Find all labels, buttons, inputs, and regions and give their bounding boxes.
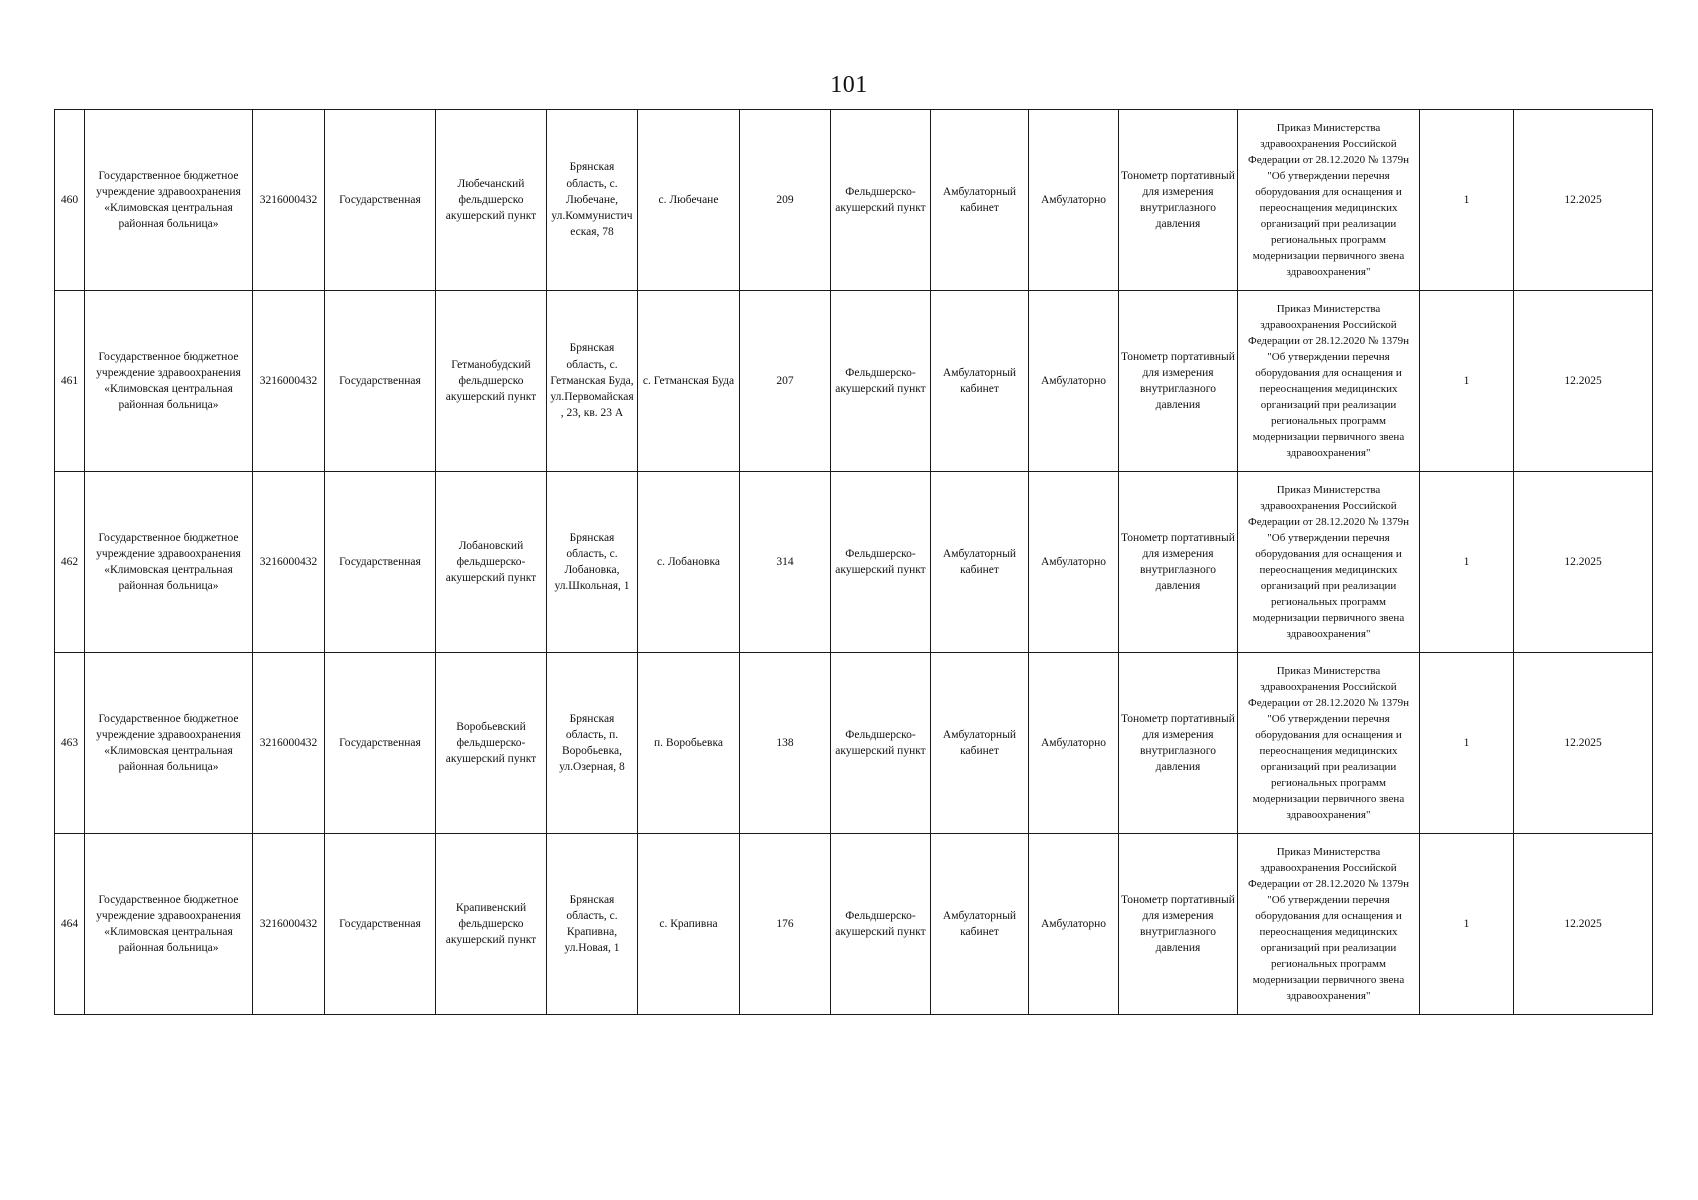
quantity-cell: 1 bbox=[1420, 653, 1514, 834]
equipment-cell: Тонометр портативный для измерения внутриглазного давления bbox=[1119, 472, 1238, 653]
order-cell: Приказ Министерства здравоохранения Российской Федерации от 28.12.2020 № 1379н "Об утверждении перечня оборудования для оснащения и переоснащения медицинских организаций при реализации региональных программ модернизации первичного звена здравоохранения" bbox=[1238, 653, 1420, 834]
population-cell: 138 bbox=[740, 653, 831, 834]
inn-cell: 3216000432 bbox=[253, 110, 325, 291]
cabinet-cell: Амбулаторный кабинет bbox=[931, 653, 1029, 834]
cabinet-cell: Амбулаторный кабинет bbox=[931, 110, 1029, 291]
quantity-cell: 1 bbox=[1420, 110, 1514, 291]
cabinet-cell: Амбулаторный кабинет bbox=[931, 834, 1029, 1015]
inn-cell: 3216000432 bbox=[253, 291, 325, 472]
unit-type-cell: Фельдшерско-акушерский пункт bbox=[831, 110, 931, 291]
order-cell: Приказ Министерства здравоохранения Российской Федерации от 28.12.2020 № 1379н "Об утверждении перечня оборудования для оснащения и переоснащения медицинских организаций при реализации региональных программ модернизации первичного звена здравоохранения" bbox=[1238, 834, 1420, 1015]
inn-cell: 3216000432 bbox=[253, 834, 325, 1015]
unit-name-cell: Крапивенский фельдшерско акушерский пункт bbox=[436, 834, 547, 1015]
ownership-cell: Государственная bbox=[325, 110, 436, 291]
quantity-cell: 1 bbox=[1420, 472, 1514, 653]
table-row bbox=[55, 653, 1653, 834]
unit-type-cell: Фельдшерско-акушерский пункт bbox=[831, 834, 931, 1015]
ownership-cell: Государственная bbox=[325, 834, 436, 1015]
population-cell: 314 bbox=[740, 472, 831, 653]
inn-cell: 3216000432 bbox=[253, 653, 325, 834]
unit-name-cell: Гетманобудский фельдшерско акушерский пункт bbox=[436, 291, 547, 472]
date-cell: 12.2025 bbox=[1514, 472, 1653, 653]
organization-cell: Государственное бюджетное учреждение здравоохранения «Климовская центральная районная больница» bbox=[85, 653, 253, 834]
care-form-cell: Амбулаторно bbox=[1029, 834, 1119, 1015]
address-cell: Брянская область, п. Воробьевка, ул.Озерная, 8 bbox=[547, 653, 638, 834]
cabinet-cell: Амбулаторный кабинет bbox=[931, 291, 1029, 472]
order-cell: Приказ Министерства здравоохранения Российской Федерации от 28.12.2020 № 1379н "Об утверждении перечня оборудования для оснащения и переоснащения медицинских организаций при реализации региональных программ модернизации первичного звена здравоохранения" bbox=[1238, 472, 1420, 653]
equipment-cell: Тонометр портативный для измерения внутриглазного давления bbox=[1119, 110, 1238, 291]
quantity-cell: 1 bbox=[1420, 834, 1514, 1015]
table-row bbox=[55, 834, 1653, 1015]
unit-name-cell: Лобановский фельдшерско-акушерский пункт bbox=[436, 472, 547, 653]
settlement-cell: с. Лобановка bbox=[638, 472, 740, 653]
equipment-cell: Тонометр портативный для измерения внутриглазного давления bbox=[1119, 834, 1238, 1015]
date-cell: 12.2025 bbox=[1514, 291, 1653, 472]
care-form-cell: Амбулаторно bbox=[1029, 472, 1119, 653]
row-number-cell: 461 bbox=[55, 291, 85, 472]
equipment-registry-table bbox=[54, 109, 1653, 1015]
ownership-cell: Государственная bbox=[325, 472, 436, 653]
equipment-cell: Тонометр портативный для измерения внутриглазного давления bbox=[1119, 291, 1238, 472]
settlement-cell: с. Крапивна bbox=[638, 834, 740, 1015]
population-cell: 207 bbox=[740, 291, 831, 472]
row-number-cell: 462 bbox=[55, 472, 85, 653]
page-number: 101 bbox=[830, 72, 868, 98]
settlement-cell: с. Гетманская Буда bbox=[638, 291, 740, 472]
organization-cell: Государственное бюджетное учреждение здравоохранения «Климовская центральная районная больница» bbox=[85, 291, 253, 472]
unit-type-cell: Фельдшерско-акушерский пункт bbox=[831, 653, 931, 834]
row-number-cell: 463 bbox=[55, 653, 85, 834]
unit-type-cell: Фельдшерско-акушерский пункт bbox=[831, 291, 931, 472]
date-cell: 12.2025 bbox=[1514, 653, 1653, 834]
unit-type-cell: Фельдшерско-акушерский пункт bbox=[831, 472, 931, 653]
ownership-cell: Государственная bbox=[325, 653, 436, 834]
population-cell: 176 bbox=[740, 834, 831, 1015]
equipment-cell: Тонометр портативный для измерения внутриглазного давления bbox=[1119, 653, 1238, 834]
organization-cell: Государственное бюджетное учреждение здравоохранения «Климовская центральная районная больница» bbox=[85, 834, 253, 1015]
population-cell: 209 bbox=[740, 110, 831, 291]
organization-cell: Государственное бюджетное учреждение здравоохранения «Климовская центральная районная больница» bbox=[85, 472, 253, 653]
address-cell: Брянская область, с. Гетманская Буда, ул.Первомайская, 23, кв. 23 А bbox=[547, 291, 638, 472]
order-cell: Приказ Министерства здравоохранения Российской Федерации от 28.12.2020 № 1379н "Об утверждении перечня оборудования для оснащения и переоснащения медицинских организаций при реализации региональных программ модернизации первичного звена здравоохранения" bbox=[1238, 110, 1420, 291]
quantity-cell: 1 bbox=[1420, 291, 1514, 472]
table-row bbox=[55, 110, 1653, 291]
organization-cell: Государственное бюджетное учреждение здравоохранения «Климовская центральная районная больница» bbox=[85, 110, 253, 291]
row-number-cell: 464 bbox=[55, 834, 85, 1015]
address-cell: Брянская область, с. Любечане, ул.Коммунистическая, 78 bbox=[547, 110, 638, 291]
care-form-cell: Амбулаторно bbox=[1029, 653, 1119, 834]
settlement-cell: с. Любечане bbox=[638, 110, 740, 291]
unit-name-cell: Воробьевский фельдшерско-акушерский пункт bbox=[436, 653, 547, 834]
date-cell: 12.2025 bbox=[1514, 834, 1653, 1015]
address-cell: Брянская область, с. Крапивна, ул.Новая, 1 bbox=[547, 834, 638, 1015]
ownership-cell: Государственная bbox=[325, 291, 436, 472]
settlement-cell: п. Воробьевка bbox=[638, 653, 740, 834]
inn-cell: 3216000432 bbox=[253, 472, 325, 653]
care-form-cell: Амбулаторно bbox=[1029, 291, 1119, 472]
table-row bbox=[55, 472, 1653, 653]
order-cell: Приказ Министерства здравоохранения Российской Федерации от 28.12.2020 № 1379н "Об утверждении перечня оборудования для оснащения и переоснащения медицинских организаций при реализации региональных программ модернизации первичного звена здравоохранения" bbox=[1238, 291, 1420, 472]
cabinet-cell: Амбулаторный кабинет bbox=[931, 472, 1029, 653]
unit-name-cell: Любечанский фельдшерско акушерский пункт bbox=[436, 110, 547, 291]
table-row bbox=[55, 291, 1653, 472]
row-number-cell: 460 bbox=[55, 110, 85, 291]
date-cell: 12.2025 bbox=[1514, 110, 1653, 291]
care-form-cell: Амбулаторно bbox=[1029, 110, 1119, 291]
address-cell: Брянская область, с. Лобановка, ул.Школьная, 1 bbox=[547, 472, 638, 653]
